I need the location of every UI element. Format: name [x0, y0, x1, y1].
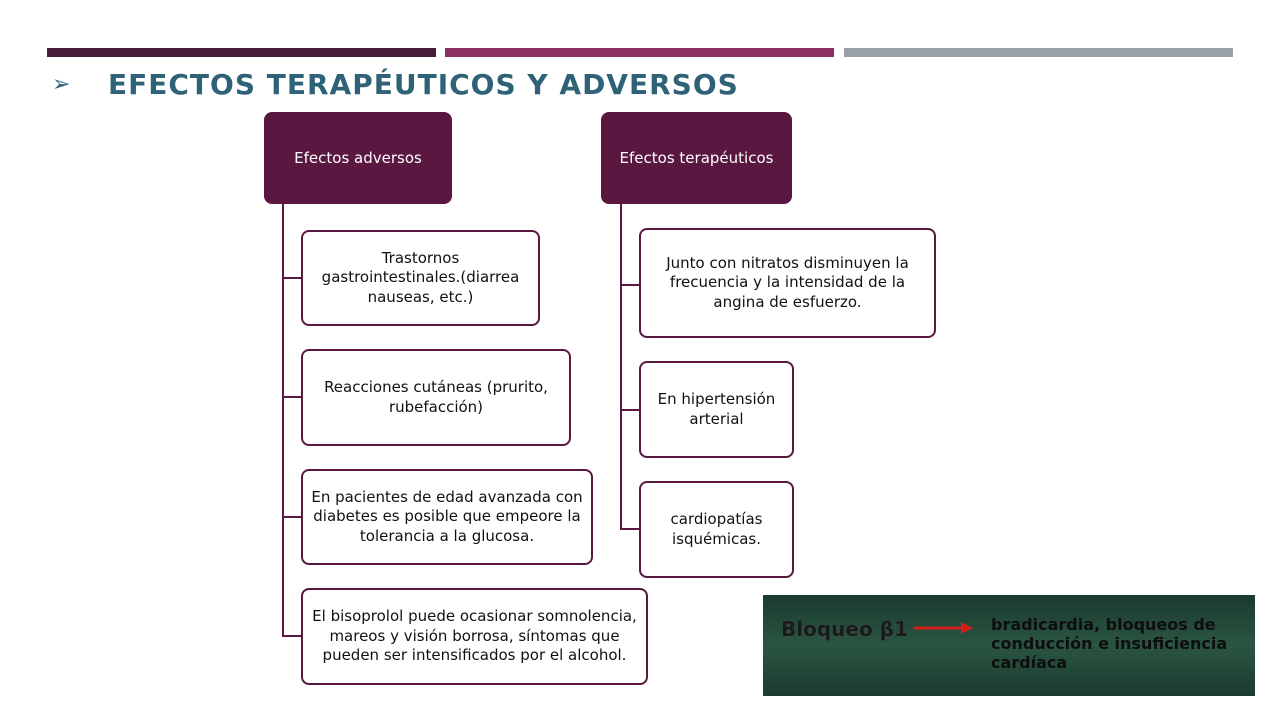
connector-t1	[620, 284, 640, 286]
slide-title: EFECTOS TERAPÉUTICOS Y ADVERSOS	[108, 68, 739, 101]
slide-title-row	[52, 68, 739, 101]
decor-bar-2	[445, 48, 834, 57]
adverso-box-cutaneas: Reacciones cutáneas (prurito, rubefacción)	[301, 349, 571, 446]
banner-text: bradicardia, bloqueos de conducción e insuficiencia cardíaca	[991, 615, 1228, 673]
decor-bar-3	[844, 48, 1233, 57]
decor-bar-1	[47, 48, 436, 57]
adverso-box-bisoprolol: El bisoprolol puede ocasionar somnolencia, mareos y visión borrosa, síntomas que pueden ser intensificados por el alcohol.	[301, 588, 648, 685]
adverso-box-diabetes: En pacientes de edad avanzada con diabetes es posible que empeore la tolerancia a la glucosa.	[301, 469, 593, 565]
connector-a1	[282, 277, 302, 279]
beta1-blockade-banner	[763, 595, 1255, 696]
adversos-connector	[282, 204, 284, 636]
connector-t2	[620, 409, 640, 411]
connector-a2	[282, 396, 302, 398]
arrow-bullet-icon: ➢	[52, 72, 71, 97]
terapeutico-box-cardiopatias: cardiopatías isquémicas.	[639, 481, 794, 578]
adversos-header: Efectos adversos	[264, 112, 452, 204]
terapeuticos-connector	[620, 204, 622, 529]
adverso-box-gastro: Trastornos gastrointestinales.(diarrea nauseas, etc.)	[301, 230, 540, 326]
terapeuticos-header: Efectos terapéuticos	[601, 112, 792, 204]
terapeutico-box-angina: Junto con nitratos disminuyen la frecuencia y la intensidad de la angina de esfuerzo.	[639, 228, 936, 338]
red-arrow-icon	[913, 621, 973, 635]
connector-a3	[282, 516, 302, 518]
banner-label: Bloqueo β1	[781, 617, 908, 641]
connector-a4	[282, 635, 302, 637]
terapeutico-box-hipertension: En hipertensión arterial	[639, 361, 794, 458]
connector-t3	[620, 528, 640, 530]
